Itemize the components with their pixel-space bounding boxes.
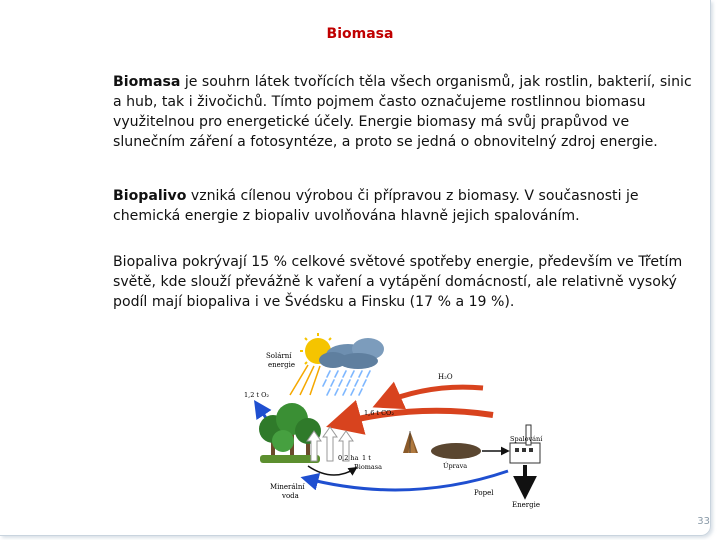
- paragraph-text: je souhrn látek tvořících těla všech organismů, jak rostlin, bakterií, sinic a hub, tak i živočichů. Tímto pojmem často označujeme rostlinnou biomasu využitelnou pro energetické účely. Energie biomasy má svůj prapůvod ve slunečním záření a fotosyntéze, a proto se jedná o obnovitelný zdroj energie.: [113, 74, 692, 150]
- label-co2: 1,6 t CO₂: [364, 409, 394, 417]
- label-area: 0,2 ha: [338, 454, 359, 462]
- co2-arrow-icon: [333, 411, 493, 425]
- pellets-icon: [431, 443, 481, 459]
- biomass-pile-icon: [403, 431, 418, 453]
- label-ash: Popel: [474, 489, 494, 497]
- label-biomass-1: 1 t: [362, 454, 371, 462]
- harvest-arrow-icon: [308, 466, 356, 475]
- sunlight-arrows-icon: [290, 365, 320, 395]
- slide-title: Biomasa: [326, 26, 394, 42]
- label-combustion: Spalování: [510, 435, 543, 443]
- ash-arrow-icon: [304, 471, 508, 490]
- page-number: 33: [697, 516, 710, 527]
- biomass-cycle-diagram: [238, 333, 558, 513]
- keyword-biomasa: Biomasa: [113, 74, 181, 90]
- paragraph-biomasa: [113, 72, 703, 152]
- label-minerals-1: Minerální: [270, 483, 305, 491]
- label-preparation: Úprava: [443, 462, 468, 470]
- paragraph-biopaliva: [113, 252, 703, 312]
- paragraph-text: vzniká cílenou výrobou či přípravou z biomasy. V současnosti je chemická energie z biopaliv uvolňována hlavně jejich spalováním.: [113, 188, 639, 224]
- rain-icon: [323, 371, 370, 395]
- power-plant-icon: [510, 425, 540, 463]
- label-water: H₂O: [438, 373, 453, 381]
- label-solar-2: energie: [268, 361, 296, 369]
- label-minerals-2: voda: [282, 492, 299, 500]
- paragraph-biopalivo: [113, 186, 703, 226]
- label-oxygen: 1,2 t O₂: [244, 391, 270, 399]
- paragraph-text: Biopaliva pokrývají 15 % celkové světové spotřeby energie, především ve Třetím světě, kde slouží převážně k vaření a vytápění domácností, ale relativně vysoký podíl mají biopaliva i ve Švédsku a Finsku (17 % a 19 %).: [113, 254, 683, 310]
- label-biomass-2: Biomasa: [354, 463, 383, 471]
- label-solar-1: Solární: [266, 352, 292, 360]
- label-energy: Energie: [512, 501, 540, 509]
- keyword-biopalivo: Biopalivo: [113, 188, 187, 204]
- cloud-icon: [319, 338, 384, 369]
- water-arrow-icon: [378, 387, 483, 405]
